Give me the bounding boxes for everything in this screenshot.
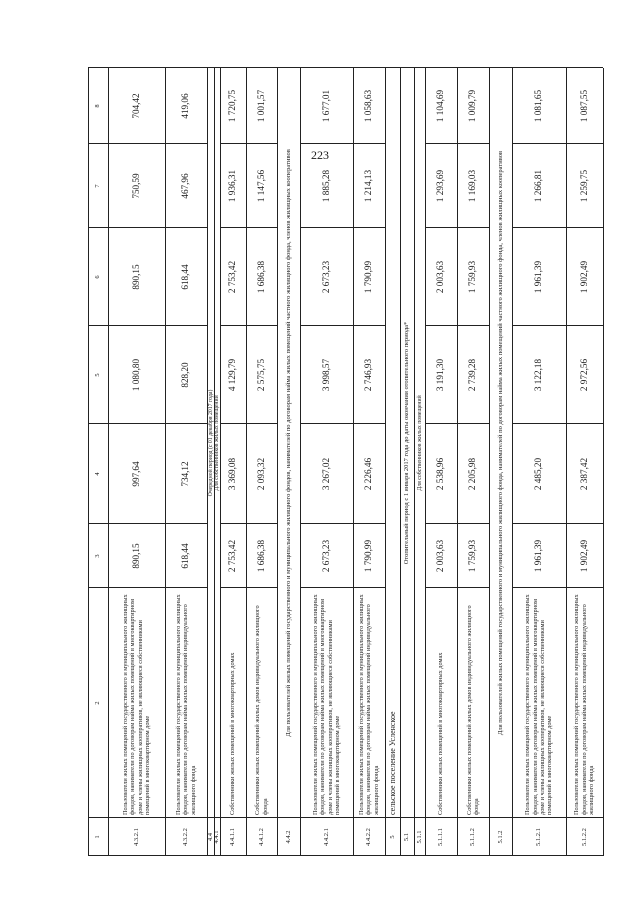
section-subheading: Для собственников жилых помещений (214, 395, 220, 491)
column-border (353, 423, 385, 424)
tariff-value: 734,12 (180, 461, 191, 487)
tariff-value: 618,44 (180, 543, 191, 569)
tariff-value: 2 485,20 (533, 457, 544, 491)
row-code: 5.1 (403, 832, 411, 842)
tariff-value: 2 673,23 (320, 539, 331, 573)
column-border (353, 523, 385, 524)
row-code: 4.4 (206, 832, 214, 842)
column-border (414, 855, 425, 856)
tariff-value: 3 369,08 (227, 457, 238, 491)
column-border (207, 855, 214, 856)
column-border (566, 227, 603, 228)
row-code: 4.4.1 (213, 830, 221, 844)
tariff-value: 1 058,63 (363, 89, 374, 123)
row-code: 5.1.2.1 (535, 828, 543, 846)
tariff-value: 1 902,49 (578, 539, 589, 573)
tariff-value: 4 129,79 (227, 358, 238, 392)
column-border (108, 855, 165, 856)
tariff-value: 3 998,57 (320, 358, 331, 392)
tariff-value: 2 575,75 (255, 358, 266, 392)
row-code: 5.1.1 (415, 830, 423, 844)
row-code: 4.4.2.1 (322, 828, 330, 846)
column-border (246, 143, 277, 144)
header-cell: 6 (94, 275, 102, 279)
tariff-value: 704,42 (130, 93, 141, 119)
tariff-value: 1 790,99 (363, 260, 374, 294)
column-border (385, 855, 400, 856)
column-border (300, 587, 353, 588)
column-border (88, 143, 108, 144)
row-code: 4.3.2.1 (132, 828, 140, 846)
column-border (566, 855, 603, 856)
column-border (165, 143, 207, 144)
tariff-value: 1 293,69 (435, 169, 446, 203)
header-cell: 1 (94, 835, 102, 839)
row-description: Пользователи жилых помещений государственного и муниципального жилищных фондов, наниматели по договорам найма жилых помещений в многоквартирном доме и члены жилищных кооперативов, не являющиеся собственниками помещений в многоквартирном доме (311, 594, 341, 815)
column-border (300, 523, 353, 524)
section-subheading: Для пользователей жилых помещений государственного и муниципального жилищного фонда, нанимателей по договорам найма жилых помещений частного жилищного фонда, членов жилищных кооперативов (496, 150, 504, 736)
column-border (220, 143, 246, 144)
column-border (489, 855, 512, 856)
tariff-value: 1 677,01 (320, 89, 331, 123)
row-description: Собственники жилых помещений жилых домов индивидуального жилищного фонда (465, 605, 480, 815)
column-border (566, 143, 603, 144)
column-border (88, 325, 108, 326)
tariff-value: 1 902,49 (578, 260, 589, 294)
column-border (165, 587, 207, 588)
column-border (425, 523, 457, 524)
tariff-value: 1 790,99 (363, 539, 374, 573)
tariff-value: 1 080,80 (130, 358, 141, 392)
column-border (88, 587, 108, 588)
column-border (246, 325, 277, 326)
column-border (246, 423, 277, 424)
row-description: Собственники жилых помещений в многоквартирных домах (437, 652, 445, 815)
row-description: Пользователи жилых помещений государственного и муниципального жилищных фондов, наниматели по договорам найма жилых помещений индивидуального жилищного фонда (174, 594, 197, 815)
row-description: Пользователи жилых помещений государственного и муниципального жилищных фондов, наниматели по договорам найма жилых помещений в многоквартирном доме и члены жилищных кооперативов, не являющиеся собственниками помещений в многоквартирном доме (524, 594, 554, 815)
tariff-value: 1 169,03 (467, 169, 478, 203)
column-border (88, 423, 108, 424)
column-border (457, 325, 489, 326)
column-border (353, 143, 385, 144)
column-border (425, 587, 457, 588)
column-border (220, 227, 246, 228)
column-border (246, 587, 277, 588)
row-code: 4.4.1.2 (257, 828, 265, 846)
column-border (88, 817, 108, 818)
column-border (512, 587, 566, 588)
column-border (220, 587, 246, 588)
header-cell: 3 (94, 554, 102, 558)
tariff-value: 2 387,42 (578, 457, 589, 491)
column-border (512, 227, 566, 228)
tariff-table (88, 68, 596, 856)
column-border (300, 325, 353, 326)
tariff-value: 1 266,81 (533, 169, 544, 203)
column-border (512, 325, 566, 326)
column-border (457, 423, 489, 424)
column-border (220, 325, 246, 326)
section-subheading: Для собственников жилых помещений (416, 395, 423, 491)
tariff-value: 1 147,56 (255, 169, 266, 203)
tariff-value: 1 759,93 (467, 260, 478, 294)
column-border (512, 523, 566, 524)
column-border (425, 423, 457, 424)
column-border (425, 143, 457, 144)
tariff-value: 2 673,23 (320, 260, 331, 294)
tariff-value: 2 226,46 (363, 457, 374, 491)
tariff-value: 1 259,75 (578, 169, 589, 203)
column-border (88, 227, 108, 228)
column-border (300, 227, 353, 228)
header-cell: 8 (94, 104, 102, 108)
column-border (108, 523, 165, 524)
row-description: Собственники жилых помещений в многоквартирных домах (229, 652, 237, 815)
column-border (566, 325, 603, 326)
column-border (165, 227, 207, 228)
row-description: Пользователи жилых помещений государственного и муниципального жилищных фондов, наниматели по договорам найма жилых помещений в многоквартирном доме и члены жилищных кооперативов, не являющиеся собственниками помещений в многоквартирном доме (121, 594, 151, 815)
tariff-value: 419,06 (180, 93, 191, 119)
tariff-value: 2 746,93 (363, 358, 374, 392)
row-code: 5.1.1.1 (437, 828, 445, 846)
column-border (246, 227, 277, 228)
tariff-value: 828,20 (180, 362, 191, 388)
row-code: 4.4.2 (284, 830, 292, 844)
tariff-value: 1 087,55 (578, 89, 589, 123)
column-border (457, 143, 489, 144)
tariff-value: 618,44 (180, 264, 191, 290)
column-border (300, 423, 353, 424)
column-border (457, 855, 489, 856)
header-cell: 7 (94, 184, 102, 188)
column-border (457, 227, 489, 228)
column-border (300, 855, 353, 856)
tariff-value: 2 972,56 (578, 358, 589, 392)
tariff-value: 890,15 (130, 264, 141, 290)
tariff-value: 2 739,28 (467, 358, 478, 392)
column-border (425, 855, 457, 856)
tariff-value: 2 003,63 (435, 539, 446, 573)
tariff-value: 2 753,42 (227, 539, 238, 573)
tariff-value: 2 093,32 (255, 457, 266, 491)
header-cell: 2 (94, 701, 102, 705)
column-border (108, 227, 165, 228)
column-border (88, 67, 108, 68)
tariff-value: 1 214,13 (363, 169, 374, 203)
column-border (165, 325, 207, 326)
column-border (246, 855, 277, 856)
section-title: сельское поселение Усленское (387, 711, 397, 815)
column-border (512, 423, 566, 424)
tariff-value: 1 885,28 (320, 169, 331, 203)
column-border (566, 587, 603, 588)
column-border (88, 855, 108, 856)
column-border (165, 523, 207, 524)
row-description: Пользователи жилых помещений государственного и муниципального жилищных фондов, наниматели по договорам найма жилых помещений индивидуального жилищного фонда (357, 594, 380, 815)
column-border (353, 855, 385, 856)
column-border (88, 523, 108, 524)
tariff-value: 2 003,63 (435, 260, 446, 294)
column-border (425, 325, 457, 326)
column-border (246, 523, 277, 524)
section-subheading: Очередной период (с 01 декабря 2017 года) (207, 389, 214, 497)
tariff-value: 3 191,30 (435, 358, 446, 392)
column-border (457, 523, 489, 524)
row-border (603, 68, 604, 856)
column-border (353, 325, 385, 326)
tariff-value: 750,59 (130, 173, 141, 199)
row-description: Собственники жилых помещений жилых домов индивидуального жилищного фонда (254, 605, 269, 815)
column-border (566, 423, 603, 424)
section-subheading: Отопительный период с 1 января 2017 года до даты окончания отопительного периода* (403, 321, 411, 565)
column-border (220, 423, 246, 424)
tariff-value: 1 081,65 (533, 89, 544, 123)
column-border (353, 587, 385, 588)
header-cell: 5 (94, 373, 102, 377)
page-number: 223 (311, 148, 329, 162)
column-border (108, 423, 165, 424)
column-border (425, 227, 457, 228)
row-code: 5.1.1.2 (469, 828, 477, 846)
row-description: Пользователи жилых помещений государственного и муниципального жилищных фондов, наниматели по договорам найма жилых помещений индивидуального жилищного фонда (573, 594, 596, 815)
column-border (108, 143, 165, 144)
tariff-value: 1 759,93 (467, 539, 478, 573)
tariff-value: 1 961,39 (533, 260, 544, 294)
tariff-value: 2 753,42 (227, 260, 238, 294)
column-border (165, 423, 207, 424)
column-border (512, 143, 566, 144)
column-border (108, 325, 165, 326)
tariff-value: 1 961,39 (533, 539, 544, 573)
column-border (277, 855, 300, 856)
section-subheading: Для пользователей жилых помещений государственного и муниципального жилищного фондов, нанимателей по договорам найма жилых помещений частного жилищного фонда, членов жилищных кооперативов (284, 149, 292, 737)
tariff-value: 1 104,69 (435, 89, 446, 123)
column-border (165, 855, 207, 856)
row-code: 4.4.1.1 (229, 828, 237, 846)
row-code: 5 (388, 835, 396, 839)
column-border (353, 227, 385, 228)
tariff-value: 1 720,75 (227, 89, 238, 123)
row-code: 4.3.2.2 (182, 828, 190, 846)
tariff-value: 890,15 (130, 543, 141, 569)
rotated-table-page (88, 68, 596, 856)
tariff-value: 3 122,18 (533, 358, 544, 392)
tariff-value: 1 936,31 (227, 169, 238, 203)
row-code: 5.1.2 (496, 830, 504, 844)
tariff-value: 3 267,02 (320, 457, 331, 491)
column-border (220, 855, 246, 856)
tariff-value: 2 205,98 (467, 457, 478, 491)
column-border (400, 855, 414, 856)
tariff-value: 467,96 (180, 173, 191, 199)
header-cell: 4 (94, 472, 102, 476)
row-code: 4.4.2.2 (365, 828, 373, 846)
column-border (300, 143, 353, 144)
tariff-value: 1 009,79 (467, 89, 478, 123)
column-border (457, 587, 489, 588)
tariff-value: 997,64 (130, 461, 141, 487)
column-border (566, 523, 603, 524)
column-border (108, 587, 165, 588)
tariff-value: 2 538,96 (435, 457, 446, 491)
tariff-value: 1 686,38 (255, 539, 266, 573)
column-border (512, 855, 566, 856)
tariff-value: 1 001,57 (255, 89, 266, 123)
column-border (220, 523, 246, 524)
row-code: 5.1.2.2 (580, 828, 588, 846)
tariff-value: 1 686,38 (255, 260, 266, 294)
